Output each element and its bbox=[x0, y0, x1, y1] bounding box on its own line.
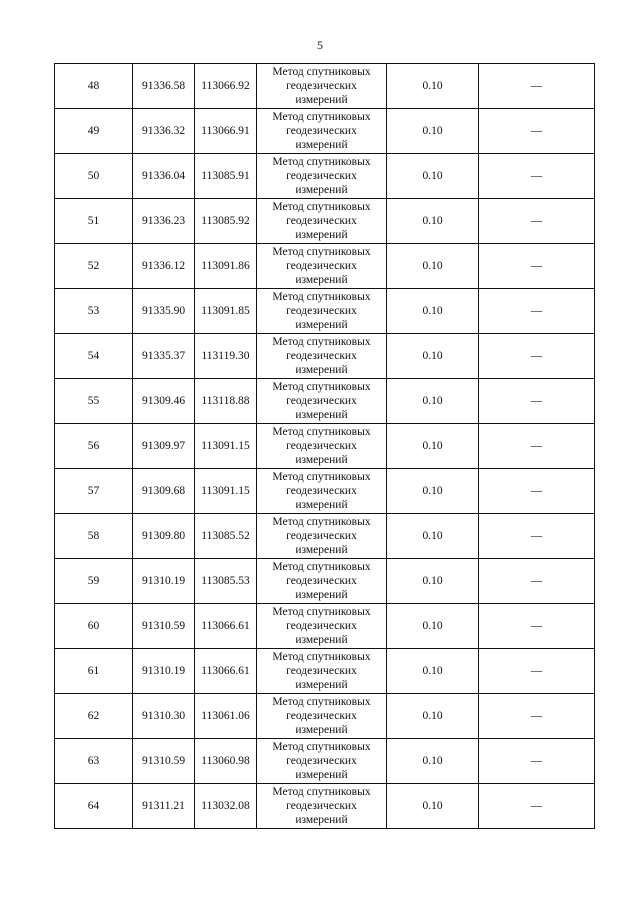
dash-cell: — bbox=[479, 379, 595, 424]
table-row bbox=[55, 244, 595, 289]
y-coordinate-cell: 113091.15 bbox=[195, 469, 257, 514]
x-coordinate-cell: 91336.32 bbox=[133, 109, 195, 154]
point-number-cell: 64 bbox=[55, 784, 133, 829]
method-cell bbox=[257, 244, 387, 289]
accuracy-cell: 0.10 bbox=[387, 154, 479, 199]
method-cell bbox=[257, 739, 387, 784]
method-cell bbox=[257, 514, 387, 559]
y-coordinate-cell: 113066.61 bbox=[195, 604, 257, 649]
point-number-cell: 52 bbox=[55, 244, 133, 289]
point-number-cell: 54 bbox=[55, 334, 133, 379]
method-cell bbox=[257, 694, 387, 739]
table-row bbox=[55, 154, 595, 199]
y-coordinate-cell: 113118.88 bbox=[195, 379, 257, 424]
method-text: Метод спутниковых геодезических измерений bbox=[272, 156, 371, 196]
method-text: Метод спутниковых геодезических измерений bbox=[272, 246, 371, 286]
x-coordinate-cell: 91335.90 bbox=[133, 289, 195, 334]
point-number-cell: 55 bbox=[55, 379, 133, 424]
method-text: Метод спутниковых геодезических измерений bbox=[272, 516, 371, 556]
dash-cell: — bbox=[479, 739, 595, 784]
point-number-cell: 53 bbox=[55, 289, 133, 334]
y-coordinate-cell: 113032.08 bbox=[195, 784, 257, 829]
dash-cell: — bbox=[479, 514, 595, 559]
x-coordinate-cell: 91309.80 bbox=[133, 514, 195, 559]
method-cell bbox=[257, 199, 387, 244]
method-text: Метод спутниковых геодезических измерений bbox=[272, 606, 371, 646]
table-row bbox=[55, 64, 595, 109]
point-number-cell: 58 bbox=[55, 514, 133, 559]
dash-cell: — bbox=[479, 199, 595, 244]
accuracy-cell: 0.10 bbox=[387, 199, 479, 244]
method-text: Метод спутниковых геодезических измерений bbox=[272, 426, 371, 466]
y-coordinate-cell: 113060.98 bbox=[195, 739, 257, 784]
dash-cell: — bbox=[479, 694, 595, 739]
x-coordinate-cell: 91310.59 bbox=[133, 604, 195, 649]
method-text: Метод спутниковых геодезических измерений bbox=[272, 651, 371, 691]
dash-cell: — bbox=[479, 604, 595, 649]
y-coordinate-cell: 113085.91 bbox=[195, 154, 257, 199]
y-coordinate-cell: 113061.06 bbox=[195, 694, 257, 739]
y-coordinate-cell: 113085.92 bbox=[195, 199, 257, 244]
method-text: Метод спутниковых геодезических измерений bbox=[272, 741, 371, 781]
point-number-cell: 56 bbox=[55, 424, 133, 469]
accuracy-cell: 0.10 bbox=[387, 739, 479, 784]
method-cell bbox=[257, 154, 387, 199]
x-coordinate-cell: 91309.46 bbox=[133, 379, 195, 424]
x-coordinate-cell: 91336.04 bbox=[133, 154, 195, 199]
x-coordinate-cell: 91310.19 bbox=[133, 649, 195, 694]
dash-cell: — bbox=[479, 559, 595, 604]
point-number-cell: 51 bbox=[55, 199, 133, 244]
x-coordinate-cell: 91310.30 bbox=[133, 694, 195, 739]
table-row bbox=[55, 604, 595, 649]
x-coordinate-cell: 91309.68 bbox=[133, 469, 195, 514]
x-coordinate-cell: 91336.58 bbox=[133, 64, 195, 109]
method-cell bbox=[257, 109, 387, 154]
table-row bbox=[55, 109, 595, 154]
dash-cell: — bbox=[479, 109, 595, 154]
table-row bbox=[55, 199, 595, 244]
method-text: Метод спутниковых геодезических измерений bbox=[272, 561, 371, 601]
accuracy-cell: 0.10 bbox=[387, 64, 479, 109]
point-number-cell: 57 bbox=[55, 469, 133, 514]
page-number: 5 bbox=[317, 38, 323, 52]
method-text: Метод спутниковых геодезических измерений bbox=[272, 786, 371, 826]
table-row bbox=[55, 559, 595, 604]
method-text: Метод спутниковых геодезических измерений bbox=[272, 471, 371, 511]
table-row bbox=[55, 694, 595, 739]
dash-cell: — bbox=[479, 64, 595, 109]
y-coordinate-cell: 113091.85 bbox=[195, 289, 257, 334]
method-text: Метод спутниковых геодезических измерений bbox=[272, 291, 371, 331]
dash-cell: — bbox=[479, 334, 595, 379]
table-row bbox=[55, 469, 595, 514]
point-number-cell: 61 bbox=[55, 649, 133, 694]
method-cell bbox=[257, 469, 387, 514]
method-text: Метод спутниковых геодезических измерений bbox=[272, 696, 371, 736]
x-coordinate-cell: 91335.37 bbox=[133, 334, 195, 379]
point-number-cell: 60 bbox=[55, 604, 133, 649]
accuracy-cell: 0.10 bbox=[387, 559, 479, 604]
accuracy-cell: 0.10 bbox=[387, 244, 479, 289]
point-number-cell: 59 bbox=[55, 559, 133, 604]
dash-cell: — bbox=[479, 244, 595, 289]
x-coordinate-cell: 91336.12 bbox=[133, 244, 195, 289]
point-number-cell: 48 bbox=[55, 64, 133, 109]
method-cell bbox=[257, 784, 387, 829]
point-number-cell: 63 bbox=[55, 739, 133, 784]
dash-cell: — bbox=[479, 784, 595, 829]
y-coordinate-cell: 113085.53 bbox=[195, 559, 257, 604]
dash-cell: — bbox=[479, 469, 595, 514]
accuracy-cell: 0.10 bbox=[387, 604, 479, 649]
table-row bbox=[55, 514, 595, 559]
accuracy-cell: 0.10 bbox=[387, 379, 479, 424]
method-cell bbox=[257, 604, 387, 649]
x-coordinate-cell: 91336.23 bbox=[133, 199, 195, 244]
method-text: Метод спутниковых геодезических измерений bbox=[272, 111, 371, 151]
dash-cell: — bbox=[479, 649, 595, 694]
accuracy-cell: 0.10 bbox=[387, 109, 479, 154]
method-cell bbox=[257, 379, 387, 424]
table-row bbox=[55, 334, 595, 379]
method-cell bbox=[257, 289, 387, 334]
accuracy-cell: 0.10 bbox=[387, 334, 479, 379]
table-row bbox=[55, 289, 595, 334]
y-coordinate-cell: 113119.30 bbox=[195, 334, 257, 379]
y-coordinate-cell: 113091.15 bbox=[195, 424, 257, 469]
method-cell bbox=[257, 334, 387, 379]
accuracy-cell: 0.10 bbox=[387, 514, 479, 559]
table-row bbox=[55, 784, 595, 829]
x-coordinate-cell: 91310.19 bbox=[133, 559, 195, 604]
x-coordinate-cell: 91309.97 bbox=[133, 424, 195, 469]
table-body bbox=[55, 64, 595, 829]
y-coordinate-cell: 113085.52 bbox=[195, 514, 257, 559]
accuracy-cell: 0.10 bbox=[387, 784, 479, 829]
x-coordinate-cell: 91310.59 bbox=[133, 739, 195, 784]
dash-cell: — bbox=[479, 424, 595, 469]
dash-cell: — bbox=[479, 289, 595, 334]
table-row bbox=[55, 379, 595, 424]
point-number-cell: 62 bbox=[55, 694, 133, 739]
accuracy-cell: 0.10 bbox=[387, 649, 479, 694]
point-number-cell: 49 bbox=[55, 109, 133, 154]
method-text: Метод спутниковых геодезических измерений bbox=[272, 201, 371, 241]
y-coordinate-cell: 113066.91 bbox=[195, 109, 257, 154]
table-row bbox=[55, 424, 595, 469]
method-text: Метод спутниковых геодезических измерений bbox=[272, 381, 371, 421]
coordinates-table bbox=[54, 63, 595, 829]
accuracy-cell: 0.10 bbox=[387, 694, 479, 739]
method-cell bbox=[257, 559, 387, 604]
accuracy-cell: 0.10 bbox=[387, 469, 479, 514]
accuracy-cell: 0.10 bbox=[387, 424, 479, 469]
x-coordinate-cell: 91311.21 bbox=[133, 784, 195, 829]
point-number-cell: 50 bbox=[55, 154, 133, 199]
method-cell bbox=[257, 649, 387, 694]
y-coordinate-cell: 113066.92 bbox=[195, 64, 257, 109]
accuracy-cell: 0.10 bbox=[387, 289, 479, 334]
method-text: Метод спутниковых геодезических измерений bbox=[272, 336, 371, 376]
method-cell bbox=[257, 64, 387, 109]
table-row bbox=[55, 649, 595, 694]
y-coordinate-cell: 113091.86 bbox=[195, 244, 257, 289]
dash-cell: — bbox=[479, 154, 595, 199]
y-coordinate-cell: 113066.61 bbox=[195, 649, 257, 694]
method-cell bbox=[257, 424, 387, 469]
table-row bbox=[55, 739, 595, 784]
method-text: Метод спутниковых геодезических измерений bbox=[272, 66, 371, 106]
